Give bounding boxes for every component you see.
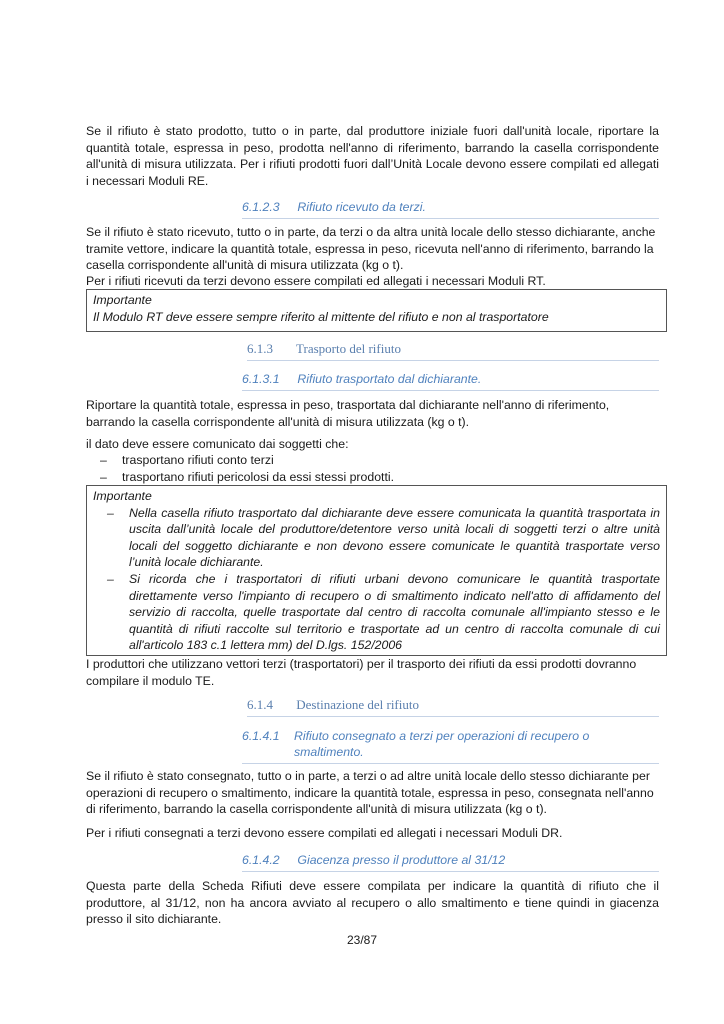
dash-bullet-icon: – bbox=[100, 453, 107, 467]
heading-number: 6.1.3 bbox=[247, 341, 273, 356]
heading-title-continued: smaltimento. bbox=[294, 745, 364, 759]
heading-6-1-2-3 bbox=[242, 199, 659, 219]
paragraph-consegnato-moduli: Per i rifiuti consegnati a terzi devono essere compilati ed allegati i necessari Moduli DR. bbox=[86, 826, 563, 840]
heading-title: Rifiuto ricevuto da terzi. bbox=[297, 200, 426, 214]
heading-6-1-3 bbox=[247, 341, 659, 361]
heading-number: 6.1.2.3 bbox=[242, 200, 280, 214]
heading-6-1-3-1 bbox=[242, 371, 659, 391]
paragraph-ricevuto-moduli: Per i rifiuti ricevuti da terzi devono essere compilati ed allegati i necessari Moduli RT. bbox=[86, 274, 546, 288]
dash-bullet-icon: – bbox=[100, 469, 107, 484]
heading-title: Rifiuto consegnato a terzi per operazioni di recupero o bbox=[294, 729, 590, 743]
paragraph-trasportato: Riportare la quantità totale, espressa in peso, trasportata dal dichiarante nell'anno di riferimento, barrando la casella corrispondente all'unità di misura utilizzata (kg o t). bbox=[86, 398, 610, 429]
paragraph-consegnato: Se il rifiuto è stato consegnato, tutto o in parte, a terzi o ad altre unità locale dello stesso dichiarante per operazioni di recupero o smaltimento, indicare la quantità totale, espressa in peso, consegnata nell'anno di riferimento, barrando la casella corrispondente all'unità di misura utilizzata (kg o t). bbox=[86, 769, 654, 817]
paragraph-intro: Se il rifiuto è stato prodotto, tutto o in parte, dal produttore iniziale fuori dall'unità locale, riportare la quantità totale, espressa in peso, prodotta nell'anno di riferimento, barrando la casella corrispondente all'unità di misura utilizzata. Per i rifiuti prodotti fuori dall’Unità Locale devono essere compilati ed allegati i necessari Moduli RE. bbox=[86, 124, 659, 188]
dash-bullet-icon: – bbox=[107, 505, 114, 520]
important-text: Il Modulo RT deve essere sempre riferito al mittente del rifiuto e non al trasportatore bbox=[93, 309, 549, 324]
heading-title: Giacenza presso il produttore al 31/12 bbox=[297, 853, 506, 867]
important-box-trasporto bbox=[86, 485, 667, 656]
paragraph-vettori: I produttori che utilizzano vettori terzi (trasportatori) per il trasporto dei rifiuti da essi prodotti dovranno compilare il modulo TE. bbox=[86, 657, 637, 688]
soggetti-list bbox=[86, 452, 659, 485]
heading-number: 6.1.4.1 bbox=[242, 729, 280, 743]
list-item: – Si ricorda che i trasportatori di rifiuti urbani devono comunicare le quantità trasportate direttamente verso l'impianto di recupero o di smaltimento indicato nell'atto di affidamento del servizio di raccolta, quelle trasportate dal centro di raccolta comunale all'impianto stesso e le quantità di rifiuti raccolte sul territorio e trasportate ad un centro di raccolta comunale di cui all'articolo 183 c.1 lettera mm) del D.lgs. 152/2006 bbox=[107, 571, 660, 653]
heading-title: Destinazione del rifiuto bbox=[296, 697, 419, 712]
list-item: – Nella casella rifiuto trasportato dal dichiarante deve essere comunicata la quantità trasportata in uscita dall’unità locale del produttore/detentore verso unità locali di soggetti terzi o altre unità locali del soggetto dichiarante e non devono essere comunicate le quantità trasportate verso l’unità locale dichiarante. bbox=[107, 505, 660, 570]
paragraph-ricevuto: Se il rifiuto è stato ricevuto, tutto o in parte, da terzi o da altra unità locale dello stesso dichiarante, anche tramite vettore, indicare la quantità totale, espressa in peso, ricevuta nell'anno di riferimento, barrando la casella corrispondente all'unità di misura utilizzata (kg o t). bbox=[86, 225, 656, 273]
dash-bullet-icon: – bbox=[107, 571, 114, 586]
important-box-rt bbox=[86, 289, 667, 332]
heading-number: 6.1.4 bbox=[247, 697, 273, 712]
heading-6-1-4-2 bbox=[242, 852, 659, 872]
heading-number: 6.1.4.2 bbox=[242, 853, 280, 867]
page-number: 23/87 bbox=[346, 933, 378, 947]
paragraph-giacenza: Questa parte della Scheda Rifiuti deve essere compilata per indicare la quantità di rifiuto che il produttore, al 31/12, non ha ancora avviato al recupero o allo smaltimento e tiene quindi in giacenza presso il sito dichiarante. bbox=[86, 879, 659, 927]
heading-6-1-4 bbox=[247, 697, 659, 717]
list-item: – trasportano rifiuti pericolosi da essi stessi prodotti. bbox=[100, 469, 395, 484]
important-title: Importante bbox=[93, 293, 152, 307]
heading-6-1-4-1 bbox=[242, 728, 659, 764]
heading-title: Rifiuto trasportato dal dichiarante. bbox=[297, 372, 482, 386]
heading-number: 6.1.3.1 bbox=[242, 372, 280, 386]
list-item: – trasportano rifiuti conto terzi bbox=[100, 453, 274, 467]
heading-title: Trasporto del rifiuto bbox=[296, 341, 401, 356]
important-title: Importante bbox=[93, 489, 152, 503]
paragraph-soggetti-intro: il dato deve essere comunicato dai soggetti che: bbox=[86, 437, 349, 451]
important-list bbox=[93, 505, 660, 654]
